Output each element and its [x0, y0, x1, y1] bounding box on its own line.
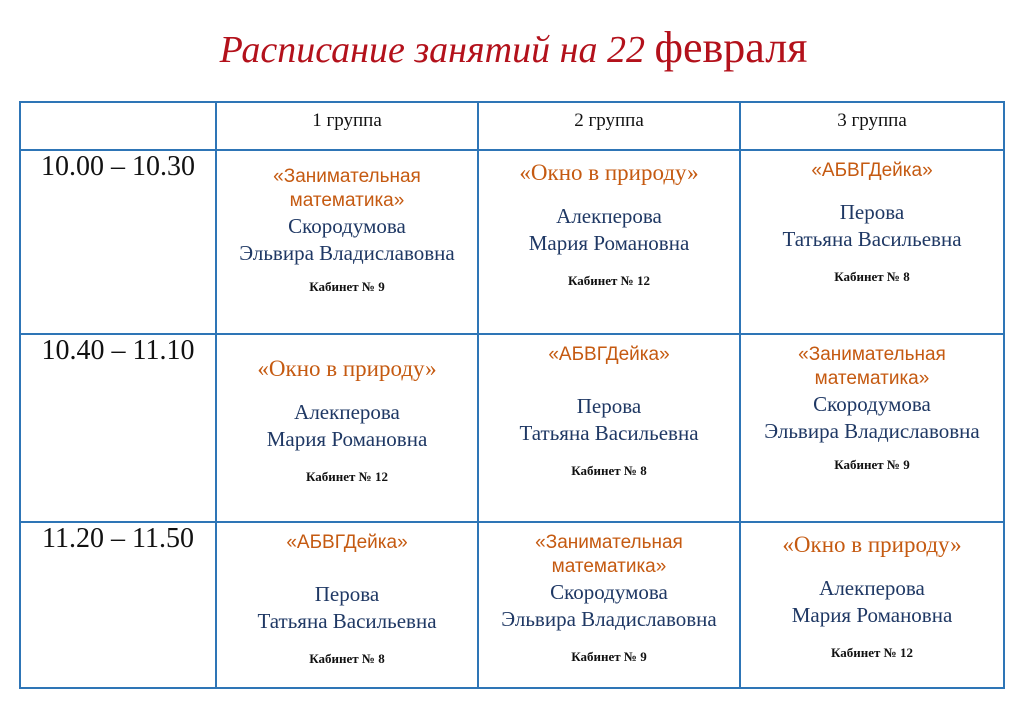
teacher-given-name: Мария Романовна — [266, 427, 428, 451]
header-group-2-label: 2 группа — [574, 110, 644, 131]
teacher-given-name: Мария Романовна — [528, 231, 690, 255]
teacher-surname: Скородумова — [550, 580, 668, 604]
lesson-cell — [478, 150, 740, 334]
time-slot: 10.00 – 10.30 — [20, 150, 216, 334]
teacher-surname: Алекперова — [294, 400, 400, 424]
subject-name: «АБВГДейка» — [548, 344, 670, 365]
header-group-3-label: 3 группа — [837, 110, 907, 131]
subject-name: «Занимательная — [535, 532, 683, 553]
teacher-surname: Алекперова — [556, 204, 662, 228]
subject-name-cont: математика» — [551, 556, 667, 577]
title-month: февраля — [654, 23, 808, 72]
teacher-surname: Перова — [839, 200, 905, 224]
header-cell-group-2 — [478, 102, 740, 150]
room-label: Кабинет № 12 — [831, 645, 913, 660]
teacher-given-name: Эльвира Владиславовна — [501, 607, 717, 631]
teacher-surname: Алекперова — [819, 576, 925, 600]
room-label: Кабинет № 9 — [834, 457, 910, 472]
time-slot: 11.20 – 11.50 — [20, 522, 216, 688]
subject-name-cont: математика» — [814, 368, 930, 389]
lesson-cell — [740, 522, 1004, 688]
lesson-cell — [740, 334, 1004, 522]
page-title — [0, 22, 1027, 73]
teacher-given-name: Татьяна Васильевна — [257, 609, 437, 633]
header-cell-group-1 — [216, 102, 478, 150]
subject-name: «АБВГДейка» — [286, 532, 408, 553]
table-row — [20, 334, 1004, 522]
room-label: Кабинет № 12 — [568, 273, 650, 288]
title-text: Расписание занятий на 22 — [219, 29, 655, 71]
teacher-surname: Скородумова — [288, 214, 406, 238]
teacher-given-name: Эльвира Владиславовна — [239, 241, 455, 265]
header-row — [20, 102, 1004, 150]
schedule-table — [19, 101, 1005, 689]
lesson-cell — [478, 522, 740, 688]
room-label: Кабинет № 8 — [571, 463, 647, 478]
teacher-surname: Скородумова — [813, 392, 931, 416]
teacher-given-name: Эльвира Владиславовна — [764, 419, 980, 443]
subject-name: «АБВГДейка» — [811, 160, 933, 181]
subject-name: «Окно в природу» — [782, 532, 962, 557]
teacher-given-name: Татьяна Васильевна — [519, 421, 699, 445]
subject-name: «Занимательная — [798, 344, 946, 365]
subject-name: «Окно в природу» — [257, 356, 437, 381]
table-row — [20, 150, 1004, 334]
teacher-given-name: Татьяна Васильевна — [782, 227, 962, 251]
teacher-surname: Перова — [576, 394, 642, 418]
header-cell-group-3 — [740, 102, 1004, 150]
time-slot: 10.40 – 11.10 — [20, 334, 216, 522]
teacher-surname: Перова — [314, 582, 380, 606]
subject-name: «Занимательная — [273, 166, 421, 187]
lesson-cell — [216, 334, 478, 522]
teacher-given-name: Мария Романовна — [791, 603, 953, 627]
header-cell-empty — [20, 102, 216, 150]
room-label: Кабинет № 8 — [309, 651, 385, 666]
lesson-cell — [216, 150, 478, 334]
room-label: Кабинет № 9 — [571, 649, 647, 664]
header-group-1-label: 1 группа — [312, 110, 382, 131]
room-label: Кабинет № 8 — [834, 269, 910, 284]
subject-name: «Окно в природу» — [519, 160, 699, 185]
table-row — [20, 522, 1004, 688]
lesson-cell — [478, 334, 740, 522]
lesson-cell — [740, 150, 1004, 334]
lesson-cell — [216, 522, 478, 688]
subject-name-cont: математика» — [289, 190, 405, 211]
room-label: Кабинет № 9 — [309, 279, 385, 294]
room-label: Кабинет № 12 — [306, 469, 388, 484]
